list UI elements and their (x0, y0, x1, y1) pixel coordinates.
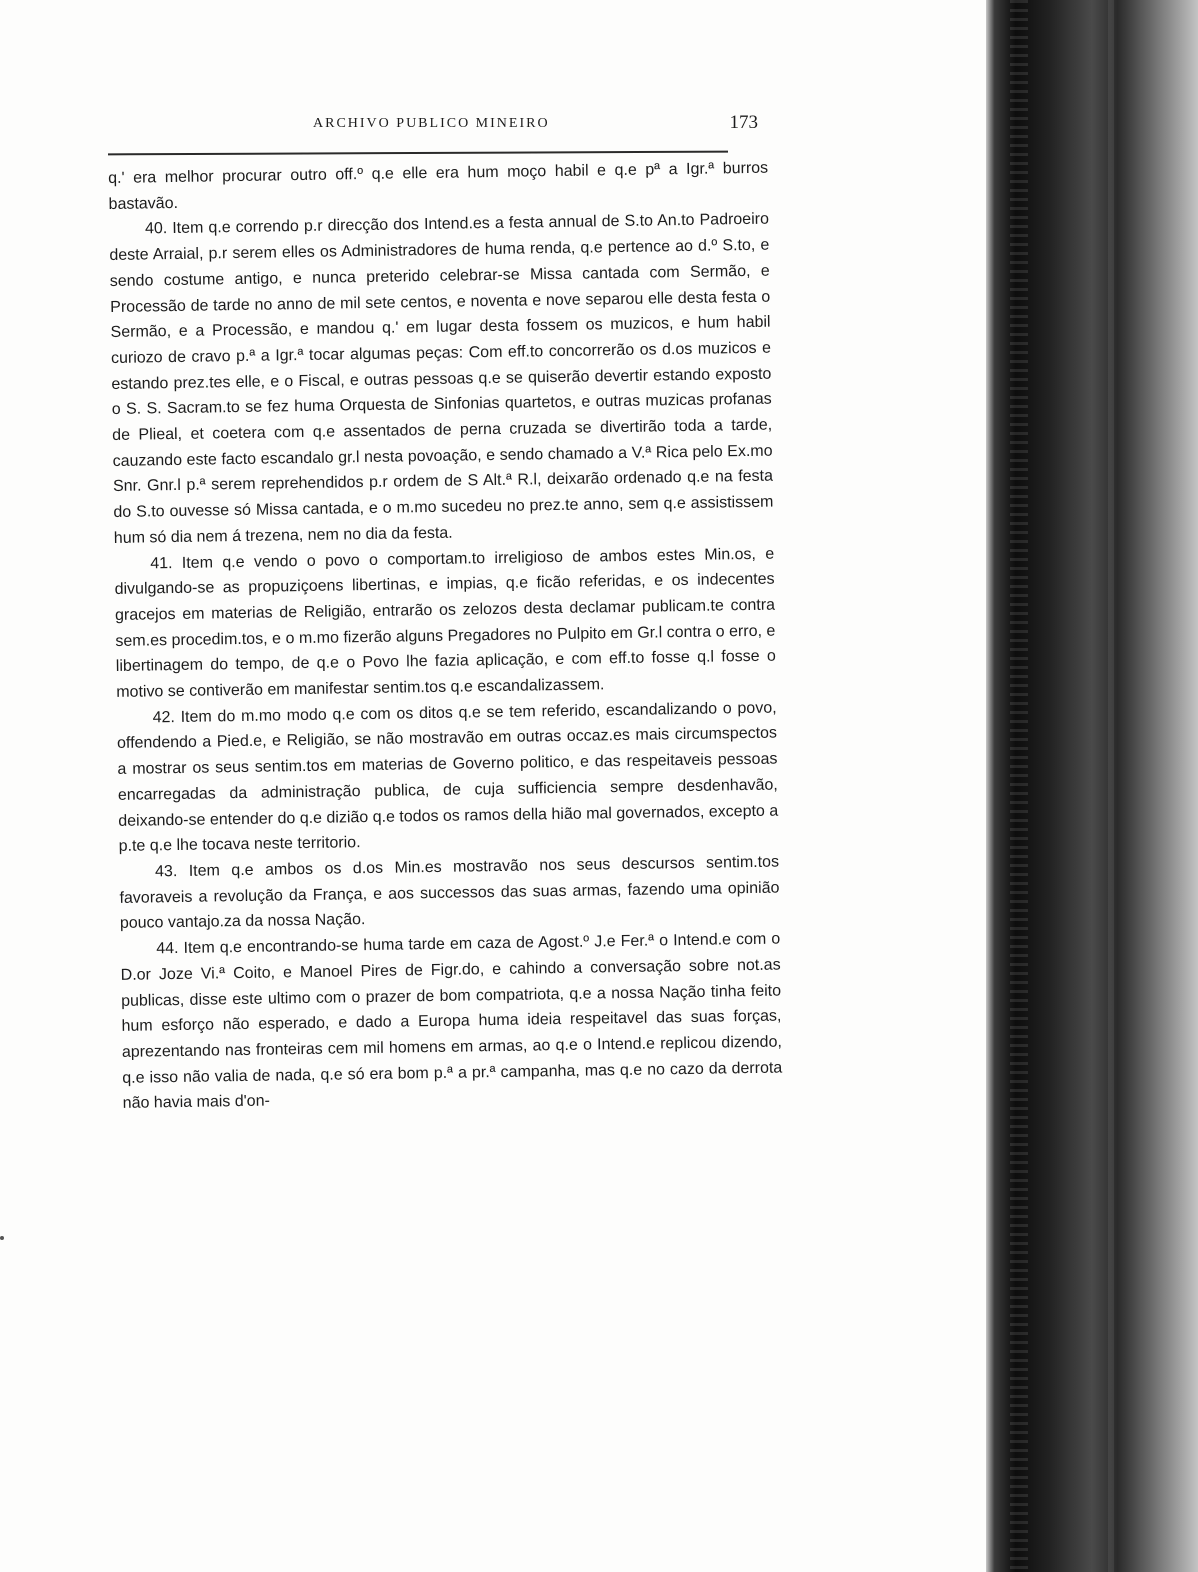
paragraph-continuation: q.' era melhor procurar outro off.º q.e elle era hum moço habil e q.e pª a Igr.ª burros bastavão. (108, 159, 769, 213)
paragraph-item-44: 44. Item q.e encontrando-se huma tarde em caza de Agost.º J.e Fer.ª o Intend.e com o D.or Joze Vi.ª Coito, e Manoel Pires de Figr.do, e cahindo a conversação sobre not.as publicas, disse este ultimo com o prazer de bom compatriota, q.e a nossa Nação tinha feito hum esforço não esperado, e dado a Europa huma ideia respeitavel das suas forças, aprezentando nas fronteiras cem mil homens em armas, ao q.e o Intend.e replicou dizendo, q.e isso não valia de nada, q.e só era bom p.ª a pr.ª campanha, mas q.e no cazo da derrota não havia mais d'on- (120, 930, 783, 1113)
scan-speck (0, 1236, 4, 1240)
paragraph-item-40: 40. Item q.e correndo p.r direcção dos Intend.es a festa annual de S.to An.to Padroeiro deste Arraial, p.r serem elles os Administradores de huma renda, q.e pertence ao d.º S.to, e sendo costume antigo, e nunca preterido celebrar-se Missa cantada com Sermão, e Processão de tarde no anno de mil sete centos, e noventa e nove separou elle desta festa o Sermão, e a Processão, e mandou q.' em lugar desta fossem os muzicos, e hum habil curiozo de cravo p.ª a Igr.ª tocar algumas peças: Com eff.to concorrerão os d.os muzicos e estando prez.tes elle, e o Fiscal, e outras pessoas q.e se quiserão devertir estando exposto o S. S. Sacram.to se fez huma Orquesta de Sinfonias quartetos, e outras muzicas profanas de Plieal, et coetera com q.e assentados de perna cruzada se divertirão toda a tarde, cauzando este facto escandalo gr.l nesta povoação, e sendo chamado a V.ª Rica pelo Ex.mo Snr. Gnr.l p.ª serem reprehendidos p.r ordem de S Alt.ª R.l, deixarão ordenado q.e na festa do S.to ouvesse só Missa cantada, e o m.mo sucedeu no prez.te anno, sem q.e assistissem hum só dia nem á trezena, nem no dia da festa. (109, 211, 774, 547)
page-number: 173 (729, 112, 758, 133)
body-text (108, 156, 783, 1117)
binding-texture (1010, 0, 1028, 1572)
paragraph-item-42: 42. Item do m.mo modo q.e com os ditos q.e se tem referido, escandalizando o povo, offendendo a Pied.e, e Religião, se não mostravão em outras occaz.es mais circumspectos a mostrar os seus sentim.tos em materias de Governo politico, e das respeitaveis pessoas encarregadas da administração publica, de cuja sufficiencia sempre desdenhavão, deixando-se entender do q.e dizião q.e todos os ramos della hião mal governados, excepto a p.te q.e lhe tocava neste territorio. (116, 699, 779, 856)
running-title: ARCHIVO PUBLICO MINEIRO (313, 116, 550, 131)
binding-highlight (1108, 0, 1114, 1572)
paragraph-item-41: 41. Item q.e vendo o povo o comportam.to irreligioso de ambos estes Min.os, e divulgando-se as propuziçoens libertinas, e impias, q.e ficão referidas, e os indecentes gracejos em materias de Religião, entrarão os zelozos desta declamar publicam.te contra sem.es procedim.tos, e o m.mo fizerão alguns Pregadores no Pulpito em Gr.l contra o erro, e libertinagem do tempo, de q.e o Povo lhe fazia aplicação, e com eff.to fosse q.l fosse o motivo se contiverão em manifestar sentim.tos q.e escandalizassem. (114, 545, 776, 701)
header-rule (108, 151, 728, 156)
paragraph-item-43: 43. Item q.e ambos os d.os Min.es mostravão nos seus descursos sentim.tos favoraveis a revolução da França, e aos successos das suas armas, fazendo uma opinião pouco vantajo.za da nossa Nação. (119, 853, 780, 933)
page-header (108, 112, 764, 138)
